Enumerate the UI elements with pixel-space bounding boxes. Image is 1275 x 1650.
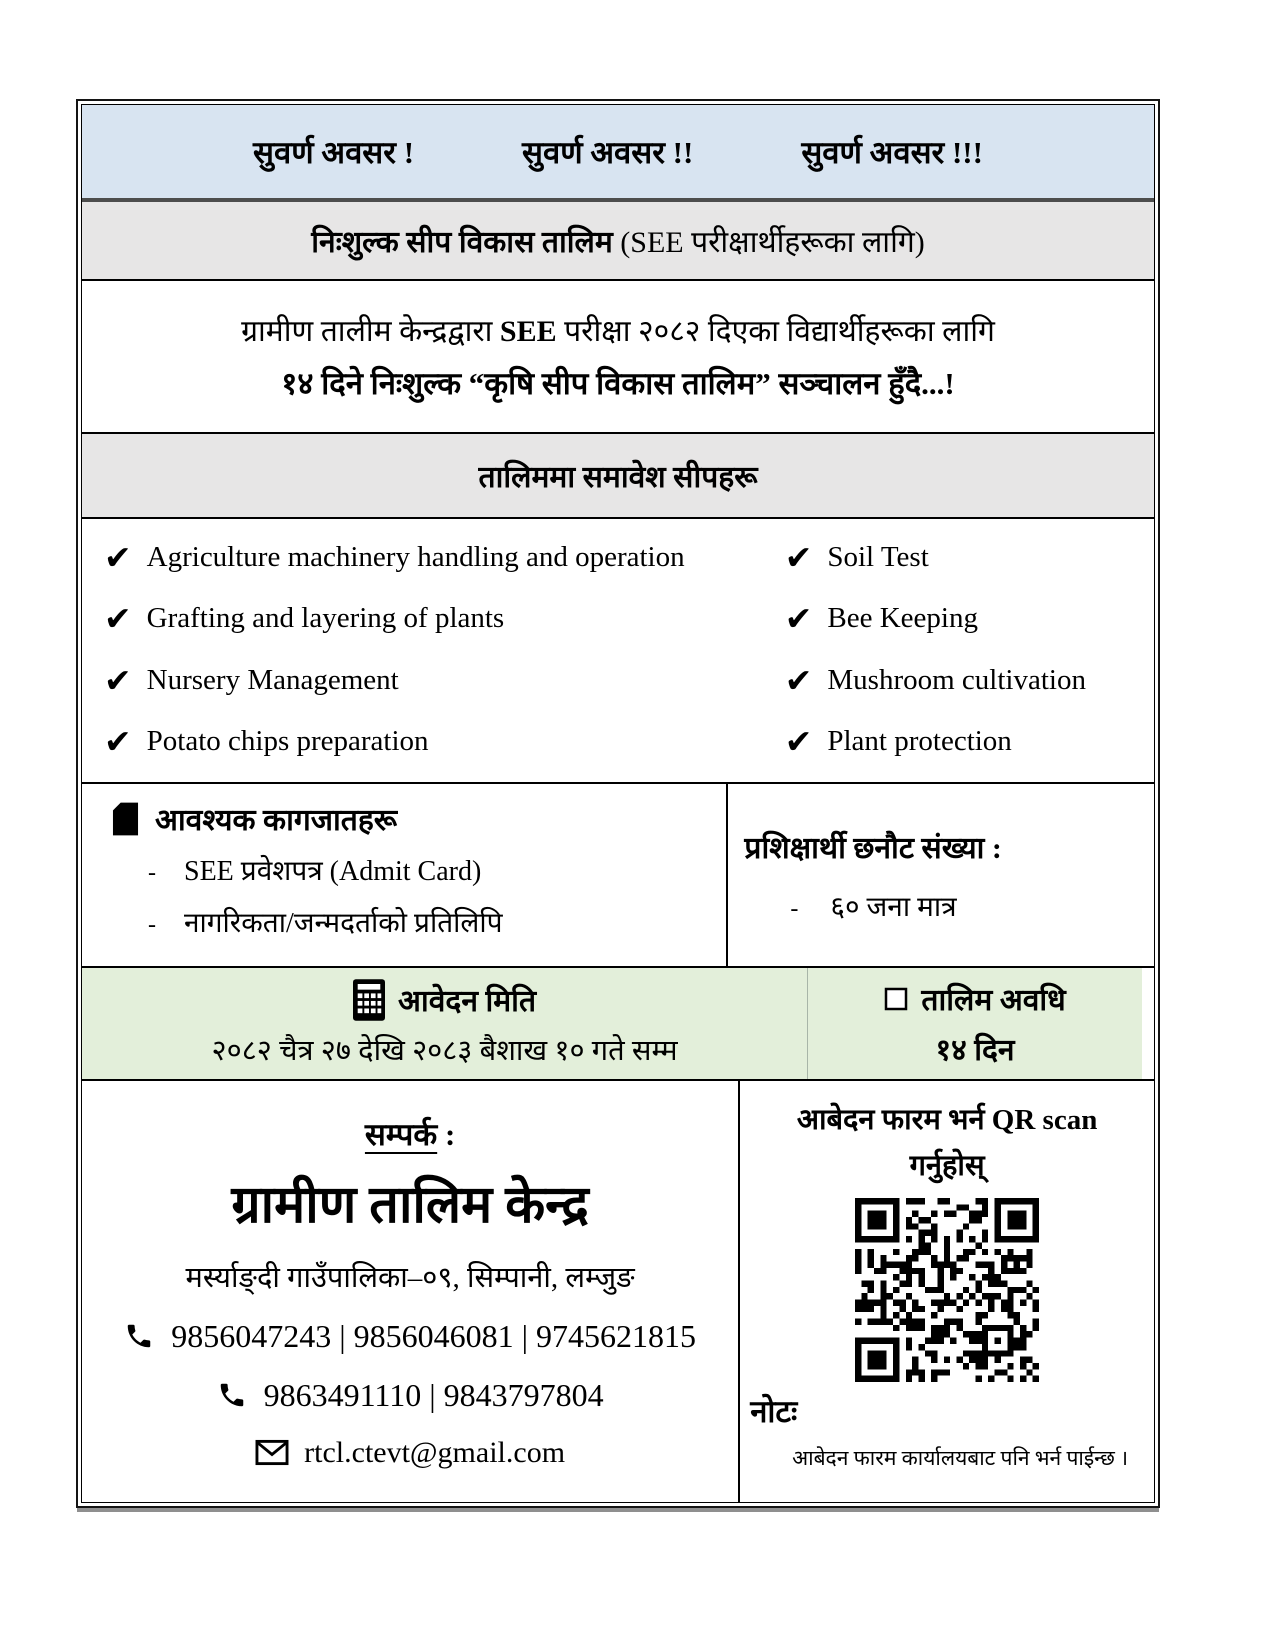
- document-list-item: [148, 851, 726, 889]
- intro-row: [82, 281, 1154, 434]
- checkmark-icon: ✔: [784, 538, 813, 578]
- banner-row: [82, 105, 1154, 202]
- phone-line-2: [217, 1377, 604, 1414]
- document-list-item: [148, 903, 726, 941]
- application-green-band: [82, 968, 1142, 1079]
- skill-item: [104, 721, 763, 761]
- skills-header-label: तालिममा समावेश सीपहरू: [478, 461, 758, 494]
- contact-header: [365, 1113, 455, 1155]
- application-date-label: आवेदन मिति: [398, 985, 537, 1018]
- dash-bullet: -: [148, 912, 156, 938]
- selection-value-item: [790, 887, 1154, 925]
- checkmark-icon: ✔: [104, 660, 132, 700]
- intro-line1-post: परीक्षा २०८२ दिएका विद्यार्थीहरूका लागि: [556, 315, 995, 348]
- skill-label: Soil Test: [827, 541, 929, 574]
- banner-text-2: सुवर्ण अवसर !!: [522, 134, 694, 170]
- checkmark-icon: ✔: [784, 599, 813, 639]
- application-date-value: २०८२ चैत्र २७ देखि २०८३ बैशाख १० गते सम्म: [211, 1034, 678, 1067]
- skill-label: Mushroom cultivation: [827, 663, 1086, 696]
- phone-icon: [124, 1321, 154, 1351]
- skill-item: [104, 538, 763, 578]
- skill-label: Nursery Management: [146, 663, 399, 696]
- contact-row: [82, 1081, 1154, 1502]
- flyer-page: [76, 99, 1160, 1508]
- note-text: आबेदन फारम कार्यालयबाट पनि भर्न पाईन्छ ।: [792, 1445, 1129, 1470]
- checkmark-icon: ✔: [104, 721, 132, 761]
- application-date-header: [353, 979, 536, 1021]
- skill-label: Bee Keeping: [827, 602, 978, 635]
- skill-label: Grafting and layering of plants: [146, 602, 505, 635]
- skill-item: [784, 660, 1154, 700]
- application-row: [82, 968, 1154, 1081]
- documents-header: [112, 798, 726, 839]
- skills-header-row: [82, 434, 1154, 519]
- dash-bullet: -: [790, 895, 799, 922]
- organization-name: ग्रामीण तालिम केन्द्र: [231, 1177, 589, 1235]
- banner-text-3: सुवर्ण अवसर !!!: [801, 134, 983, 170]
- banner-text-1: सुवर्ण अवसर !: [253, 134, 415, 170]
- skill-item: [104, 660, 763, 700]
- qr-header-line1: आबेदन फारम भर्न QR scan: [796, 1104, 1098, 1136]
- skill-label: Plant protection: [827, 724, 1012, 757]
- selection-header: प्रशिक्षार्थी छनौट संख्या :: [744, 831, 1002, 865]
- mail-icon: [255, 1439, 289, 1466]
- document-icon: [112, 801, 139, 837]
- qr-header-line2: गर्नुहोस्: [909, 1150, 985, 1183]
- phone-line-1: [124, 1318, 696, 1355]
- documents-cell: [82, 784, 728, 966]
- skills-checklist: [82, 519, 1154, 784]
- documents-row: [82, 784, 1154, 968]
- contact-cell: [82, 1081, 740, 1502]
- intro-line1-see: SEE: [499, 315, 557, 348]
- subtitle-row: [82, 202, 1154, 281]
- checkmark-icon: ✔: [104, 599, 132, 639]
- intro-line1: [241, 309, 995, 350]
- subtitle-bold: निःशुल्क सीप विकास तालिम: [311, 226, 613, 259]
- phone-numbers-1: 9856047243 | 9856046081 | 9745621815: [171, 1317, 696, 1354]
- skill-label: Potato chips preparation: [146, 724, 429, 757]
- skill-item: [784, 538, 1154, 578]
- checkmark-icon: ✔: [784, 660, 813, 700]
- skills-column-right: [763, 527, 1154, 772]
- duration-value: १४ दिन: [935, 1034, 1015, 1067]
- documents-header-label: आवश्यक कागजातहरू: [155, 804, 398, 837]
- checkmark-icon: ✔: [784, 721, 813, 761]
- phone-numbers-2: 9863491110 | 9843797804: [263, 1376, 604, 1413]
- documents-list: [148, 851, 726, 941]
- duration-label: तालिम अवधि: [921, 984, 1066, 1017]
- qr-header: [797, 1097, 1098, 1190]
- skill-item: [104, 599, 763, 639]
- contact-header-colon: :: [437, 1117, 456, 1153]
- intro-line1-pre: ग्रामीण तालीम केन्द्रद्वारा: [241, 315, 500, 348]
- duration-cell: [808, 968, 1142, 1079]
- email-line: [255, 1436, 565, 1470]
- email-address: rtcl.ctevt@gmail.com: [304, 1435, 566, 1469]
- qr-code: [855, 1198, 1039, 1382]
- organization-address: मर्स्याङ्दी गाउँपालिका–०९, सिम्पानी, लम्जुङ: [185, 1261, 635, 1294]
- skills-column-left: [82, 527, 763, 772]
- application-date-cell: [82, 968, 808, 1079]
- duration-header: [884, 978, 1065, 1019]
- document-item-label: नागरिकता/जन्मदर्ताको प्रतिलिपि: [184, 908, 503, 939]
- selection-value: ६० जना मात्र: [830, 891, 957, 923]
- dash-bullet: -: [148, 860, 156, 886]
- phone-icon: [217, 1380, 247, 1410]
- intro-line2: १४ दिने निःशुल्क “कृषि सीप विकास तालिम” सञ्चालन हुँदै...!: [281, 366, 955, 401]
- skill-item: [784, 721, 1154, 761]
- subtitle-rest: (SEE परीक्षार्थीहरूका लागि): [612, 226, 925, 259]
- skill-label: Agriculture machinery handling and operation: [146, 541, 685, 574]
- checkmark-icon: ✔: [104, 538, 132, 578]
- calendar-icon: [353, 979, 385, 1021]
- qr-cell: [740, 1081, 1154, 1502]
- document-item-label: SEE प्रवेशपत्र (Admit Card): [184, 856, 482, 887]
- note-label: नोटः: [750, 1393, 798, 1429]
- skill-item: [784, 599, 1154, 639]
- selection-cell: [728, 784, 1154, 966]
- checkbox-icon: [884, 987, 908, 1011]
- contact-header-word: सम्पर्क: [364, 1117, 438, 1153]
- flyer-table: [81, 104, 1155, 1503]
